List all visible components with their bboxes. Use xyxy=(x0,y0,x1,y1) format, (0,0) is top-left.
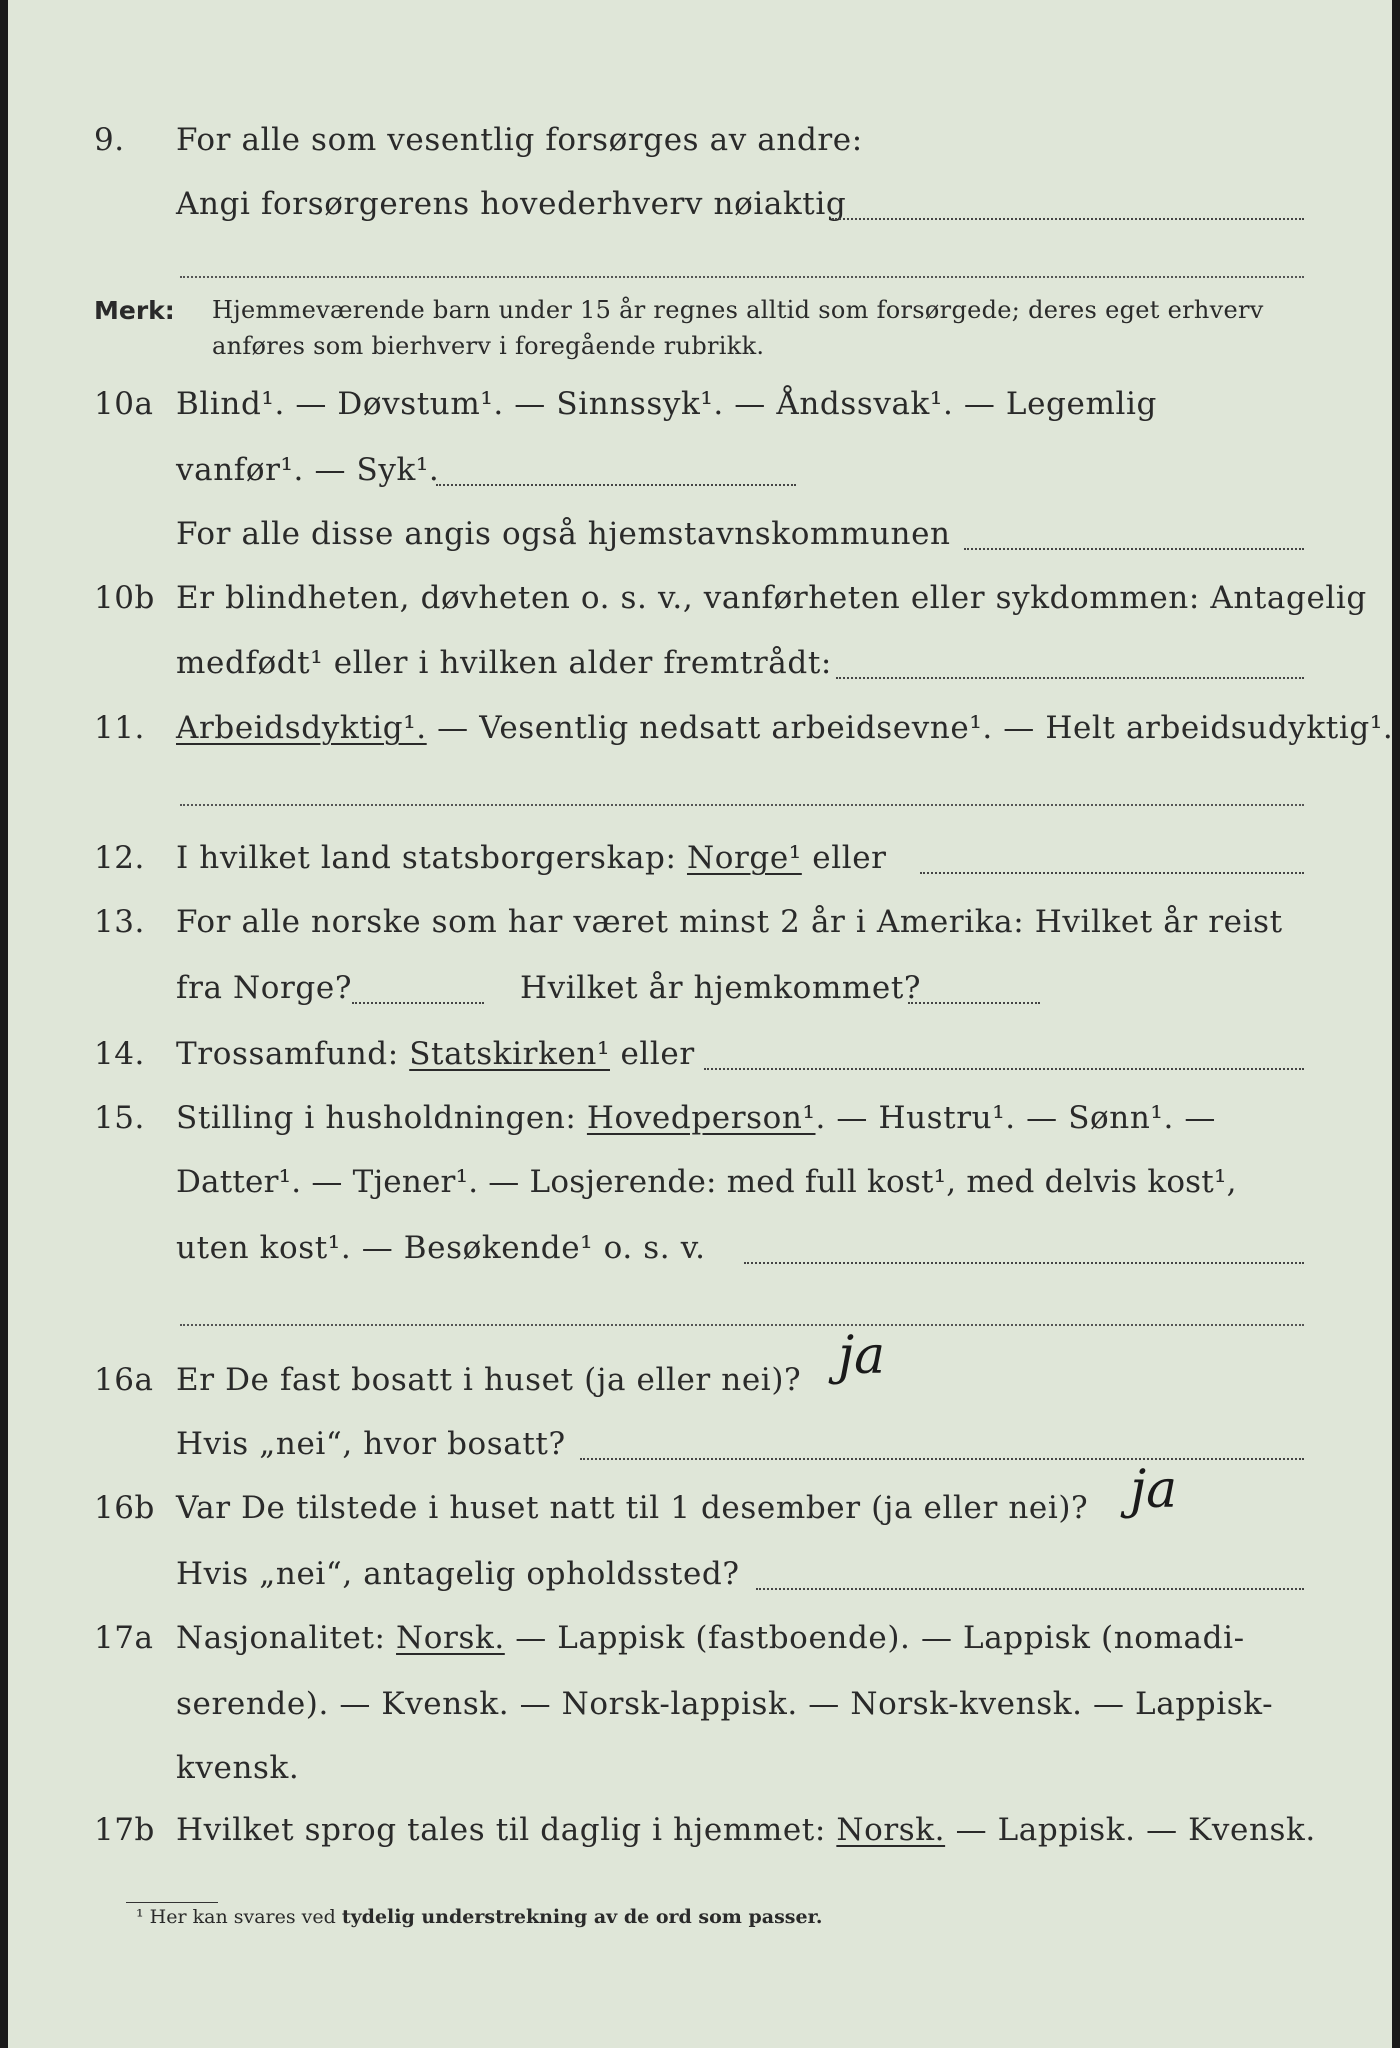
answer-line xyxy=(180,276,1304,278)
question-text-pre: Stilling i husholdningen: xyxy=(176,1100,587,1136)
question-number: 17a xyxy=(94,1620,154,1656)
marked-answer: Arbeidsdyktig¹. xyxy=(176,710,427,746)
question-number: 14. xyxy=(94,1036,145,1072)
handwritten-answer: ja xyxy=(838,1326,886,1386)
question-text: vanfør¹. — Syk¹. xyxy=(176,452,440,488)
question-text xyxy=(176,840,887,876)
question-text: Er blindheten, døvheten o. s. v., vanførheten eller sykdommen: Antagelig xyxy=(176,580,1367,616)
footnote-separator xyxy=(126,1902,218,1903)
question-text xyxy=(176,1812,1316,1848)
question-text: uten kost¹. — Besøkende¹ o. s. v. xyxy=(176,1230,706,1266)
question-text-post: . — Hustru¹. — Sønn¹. — xyxy=(815,1100,1216,1136)
question-number: 16a xyxy=(94,1362,154,1398)
marked-answer: Hovedperson¹ xyxy=(586,1100,816,1136)
question-text-pre: Nasjonalitet: xyxy=(176,1620,397,1656)
answer-line xyxy=(744,1262,1304,1264)
marked-answer: Norge¹ xyxy=(686,840,802,876)
question-text-post: eller xyxy=(801,840,887,876)
question-text-pre: I hvilket land statsborgerskap: xyxy=(176,840,687,876)
note-text: Hjemmeværende barn under 15 år regnes alltid som forsørgede; deres eget erhverv xyxy=(212,296,1264,324)
question-number: 10a xyxy=(94,386,154,422)
question-text: Datter¹. — Tjener¹. — Losjerende: med full kost¹, med delvis kost¹, xyxy=(176,1164,1237,1200)
question-text: For alle disse angis også hjemstavnskommunen xyxy=(176,516,951,552)
question-text-pre: Hvilket sprog tales til daglig i hjemmet: xyxy=(176,1812,837,1848)
question-number: 11. xyxy=(94,710,145,746)
census-form-page xyxy=(8,0,1392,2048)
question-text: serende). — Kvensk. — Norsk-lappisk. — Norsk-kvensk. — Lappisk- xyxy=(176,1686,1274,1722)
marked-answer: Norsk. xyxy=(836,1812,946,1848)
question-text: Blind¹. — Døvstum¹. — Sinnssyk¹. — Åndssvak¹. — Legemlig xyxy=(176,386,1157,422)
answer-line xyxy=(180,1324,1304,1326)
question-number: 9. xyxy=(94,122,125,158)
answer-line xyxy=(704,1068,1304,1070)
footnote-mark: ¹ xyxy=(136,1906,144,1928)
question-text-rest: — Vesentlig nedsatt arbeidsevne¹. — Helt arbeidsudyktig¹. xyxy=(426,710,1394,746)
footnote-bold-text: tydelig understrekning av de ord som passer. xyxy=(341,1906,823,1928)
question-text: For alle norske som har været minst 2 år i Amerika: Hvilket år reist xyxy=(176,904,1283,940)
answer-line xyxy=(580,1458,1304,1460)
question-text: Hvilket år hjemkommet? xyxy=(520,970,922,1006)
note-label: Merk: xyxy=(94,296,175,325)
footnote-text: Her kan svares ved xyxy=(149,1906,342,1928)
question-text-post: eller xyxy=(610,1036,695,1072)
question-number: 12. xyxy=(94,840,145,876)
question-number: 13. xyxy=(94,904,145,940)
question-text: Hvis „nei“, antagelig opholdssted? xyxy=(176,1556,740,1592)
question-number: 17b xyxy=(94,1812,155,1848)
answer-line xyxy=(908,1002,1040,1004)
question-text-post: — Lappisk (fastboende). — Lappisk (nomadi- xyxy=(504,1620,1245,1656)
question-text: kvensk. xyxy=(176,1750,300,1786)
marked-answer: Norsk. xyxy=(396,1620,505,1656)
question-text: Er De fast bosatt i huset (ja eller nei)? xyxy=(176,1362,802,1398)
answer-line xyxy=(436,484,796,486)
question-text: medfødt¹ eller i hvilken alder fremtrådt: xyxy=(176,645,832,681)
handwritten-answer: ja xyxy=(1130,1460,1178,1520)
footnote xyxy=(136,1906,822,1928)
marked-answer: Statskirken¹ xyxy=(409,1036,610,1072)
question-number: 15. xyxy=(94,1100,145,1136)
answer-line xyxy=(832,218,1304,220)
question-text xyxy=(176,1036,695,1072)
question-text-post: — Lappisk. — Kvensk. xyxy=(945,1812,1316,1848)
question-text xyxy=(176,710,1393,746)
question-text: Var De tilstede i huset natt til 1 desember (ja eller nei)? xyxy=(176,1490,1089,1526)
question-text xyxy=(176,1100,1216,1136)
question-text: Angi forsørgerens hovederhverv nøiaktig xyxy=(176,186,847,222)
answer-line xyxy=(836,677,1304,679)
answer-line xyxy=(756,1588,1304,1590)
question-number: 16b xyxy=(94,1490,155,1526)
answer-line xyxy=(964,548,1304,550)
note-text: anføres som bierhverv i foregående rubrikk. xyxy=(212,332,765,360)
question-text-pre: Trossamfund: xyxy=(176,1036,410,1072)
question-text xyxy=(176,1620,1245,1656)
question-number: 10b xyxy=(94,580,155,616)
question-text: fra Norge? xyxy=(176,970,353,1006)
answer-line xyxy=(920,872,1304,874)
question-text: For alle som vesentlig forsørges av andre: xyxy=(176,122,863,158)
answer-line xyxy=(352,1002,484,1004)
question-text: Hvis „nei“, hvor bosatt? xyxy=(176,1426,566,1462)
answer-line xyxy=(180,804,1304,806)
